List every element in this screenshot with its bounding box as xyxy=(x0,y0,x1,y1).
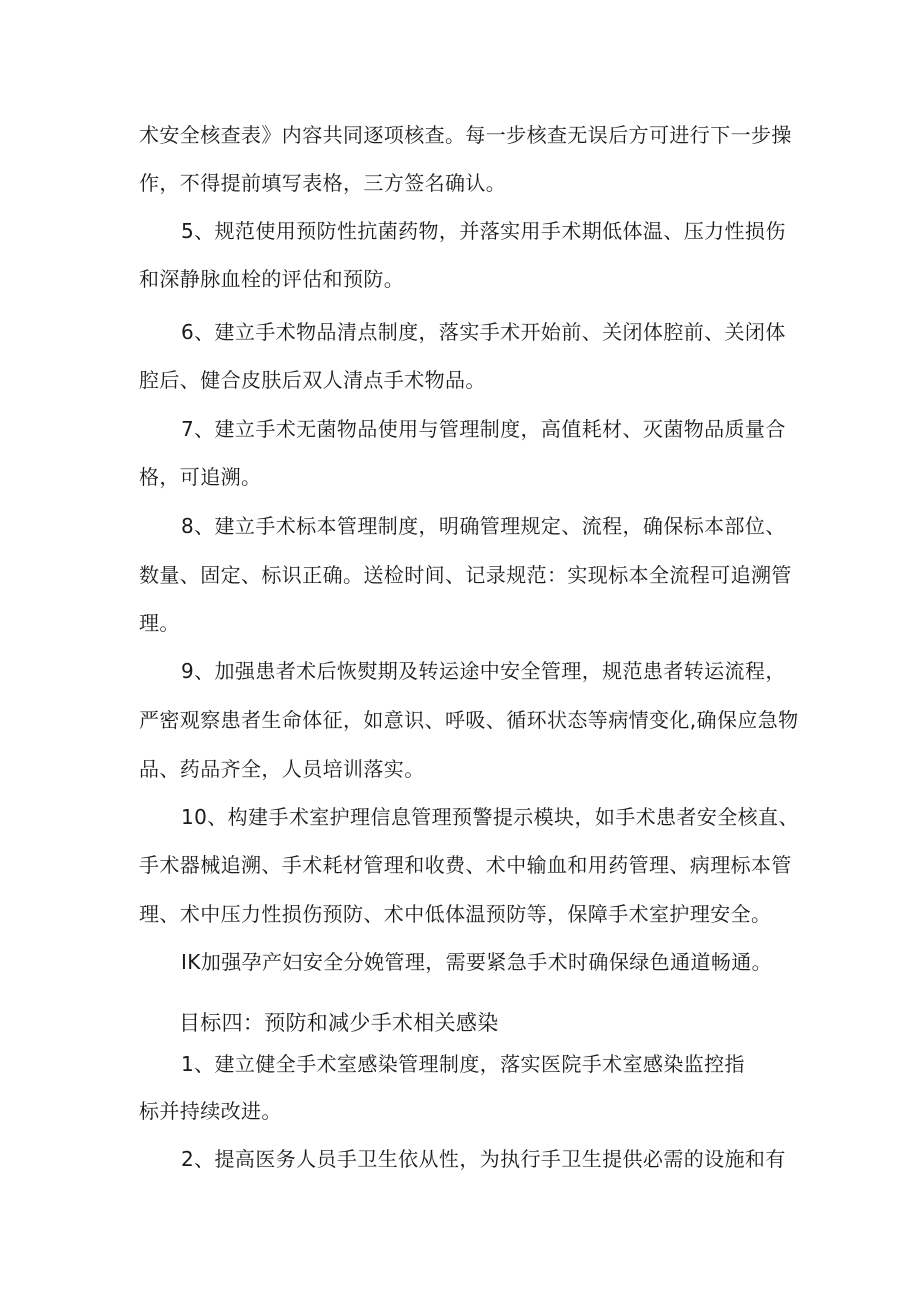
item-6-line-2: 腔后、健合皮肤后双人清点手术物品。 xyxy=(139,368,486,392)
section-item-2-line-1: 2、提高医务人员手卫生依从性，为执行手卫生提供必需的设施和有 xyxy=(181,1147,786,1171)
item-8-line-3: 理。 xyxy=(139,611,180,635)
item-7-line-1: 7、建立手术无菌物品使用与管理制度，高值耗材、灭菌物品质量合 xyxy=(181,417,786,441)
item-7-line-2: 格，可追溯。 xyxy=(139,465,262,489)
item-6-line-1: 6、建立手术物品清点制度，落实手术开始前、关闭体腔前、关闭体 xyxy=(181,320,786,344)
item-5-line-1: 5、规范使用预防性抗菌药物，并落实用手术期低体温、压力性损伤 xyxy=(181,219,786,243)
text-line-1: 术安全核查表》内容共同逐项核查。每一步核查无误后方可进行下一步操 xyxy=(139,123,792,147)
item-11-line-1: IK加强孕产妇安全分娩管理，需要紧急手术时确保绿色通道畅通。 xyxy=(181,950,773,974)
section-heading: 目标四：预防和减少手术相关感染 xyxy=(179,1011,499,1035)
item-5-line-2: 和深静脉血栓的评估和预防。 xyxy=(139,267,405,291)
section-item-1-line-1: 1、建立健全手术室感染管理制度，落实医院手术室感染监控指 xyxy=(181,1052,745,1076)
item-9-line-2: 严密观察患者生命体征，如意识、呼吸、循环状态等病情变化,确保应急物 xyxy=(139,708,799,732)
item-10-line-2: 手术器械追溯、手术耗材管理和收费、术中输血和用药管理、病理标本管 xyxy=(139,853,792,877)
item-8-line-2: 数量、固定、标识正确。送检时间、记录规范：实现标本全流程可追溯管 xyxy=(139,563,792,587)
section-item-1-line-2: 标并持续改进。 xyxy=(139,1099,282,1123)
text-line-2: 作，不得提前填写表格，三方签名确认。 xyxy=(139,171,507,195)
item-8-line-1: 8、建立手术标本管理制度，明确管理规定、流程，确保标本部位、 xyxy=(181,514,786,538)
item-10-line-3: 理、术中压力性损伤预防、术中低体温预防等，保障手术室护理安全。 xyxy=(139,902,772,926)
item-10-line-1: 10、构建手术室护理信息管理预警提示模块，如手术患者安全核直、 xyxy=(181,805,799,829)
item-9-line-3: 品、药品齐全，人员培训落实。 xyxy=(139,757,425,781)
item-9-line-1: 9、加强患者术后恢熨期及转运途中安全管理，规范患者转运流程， xyxy=(181,659,786,683)
